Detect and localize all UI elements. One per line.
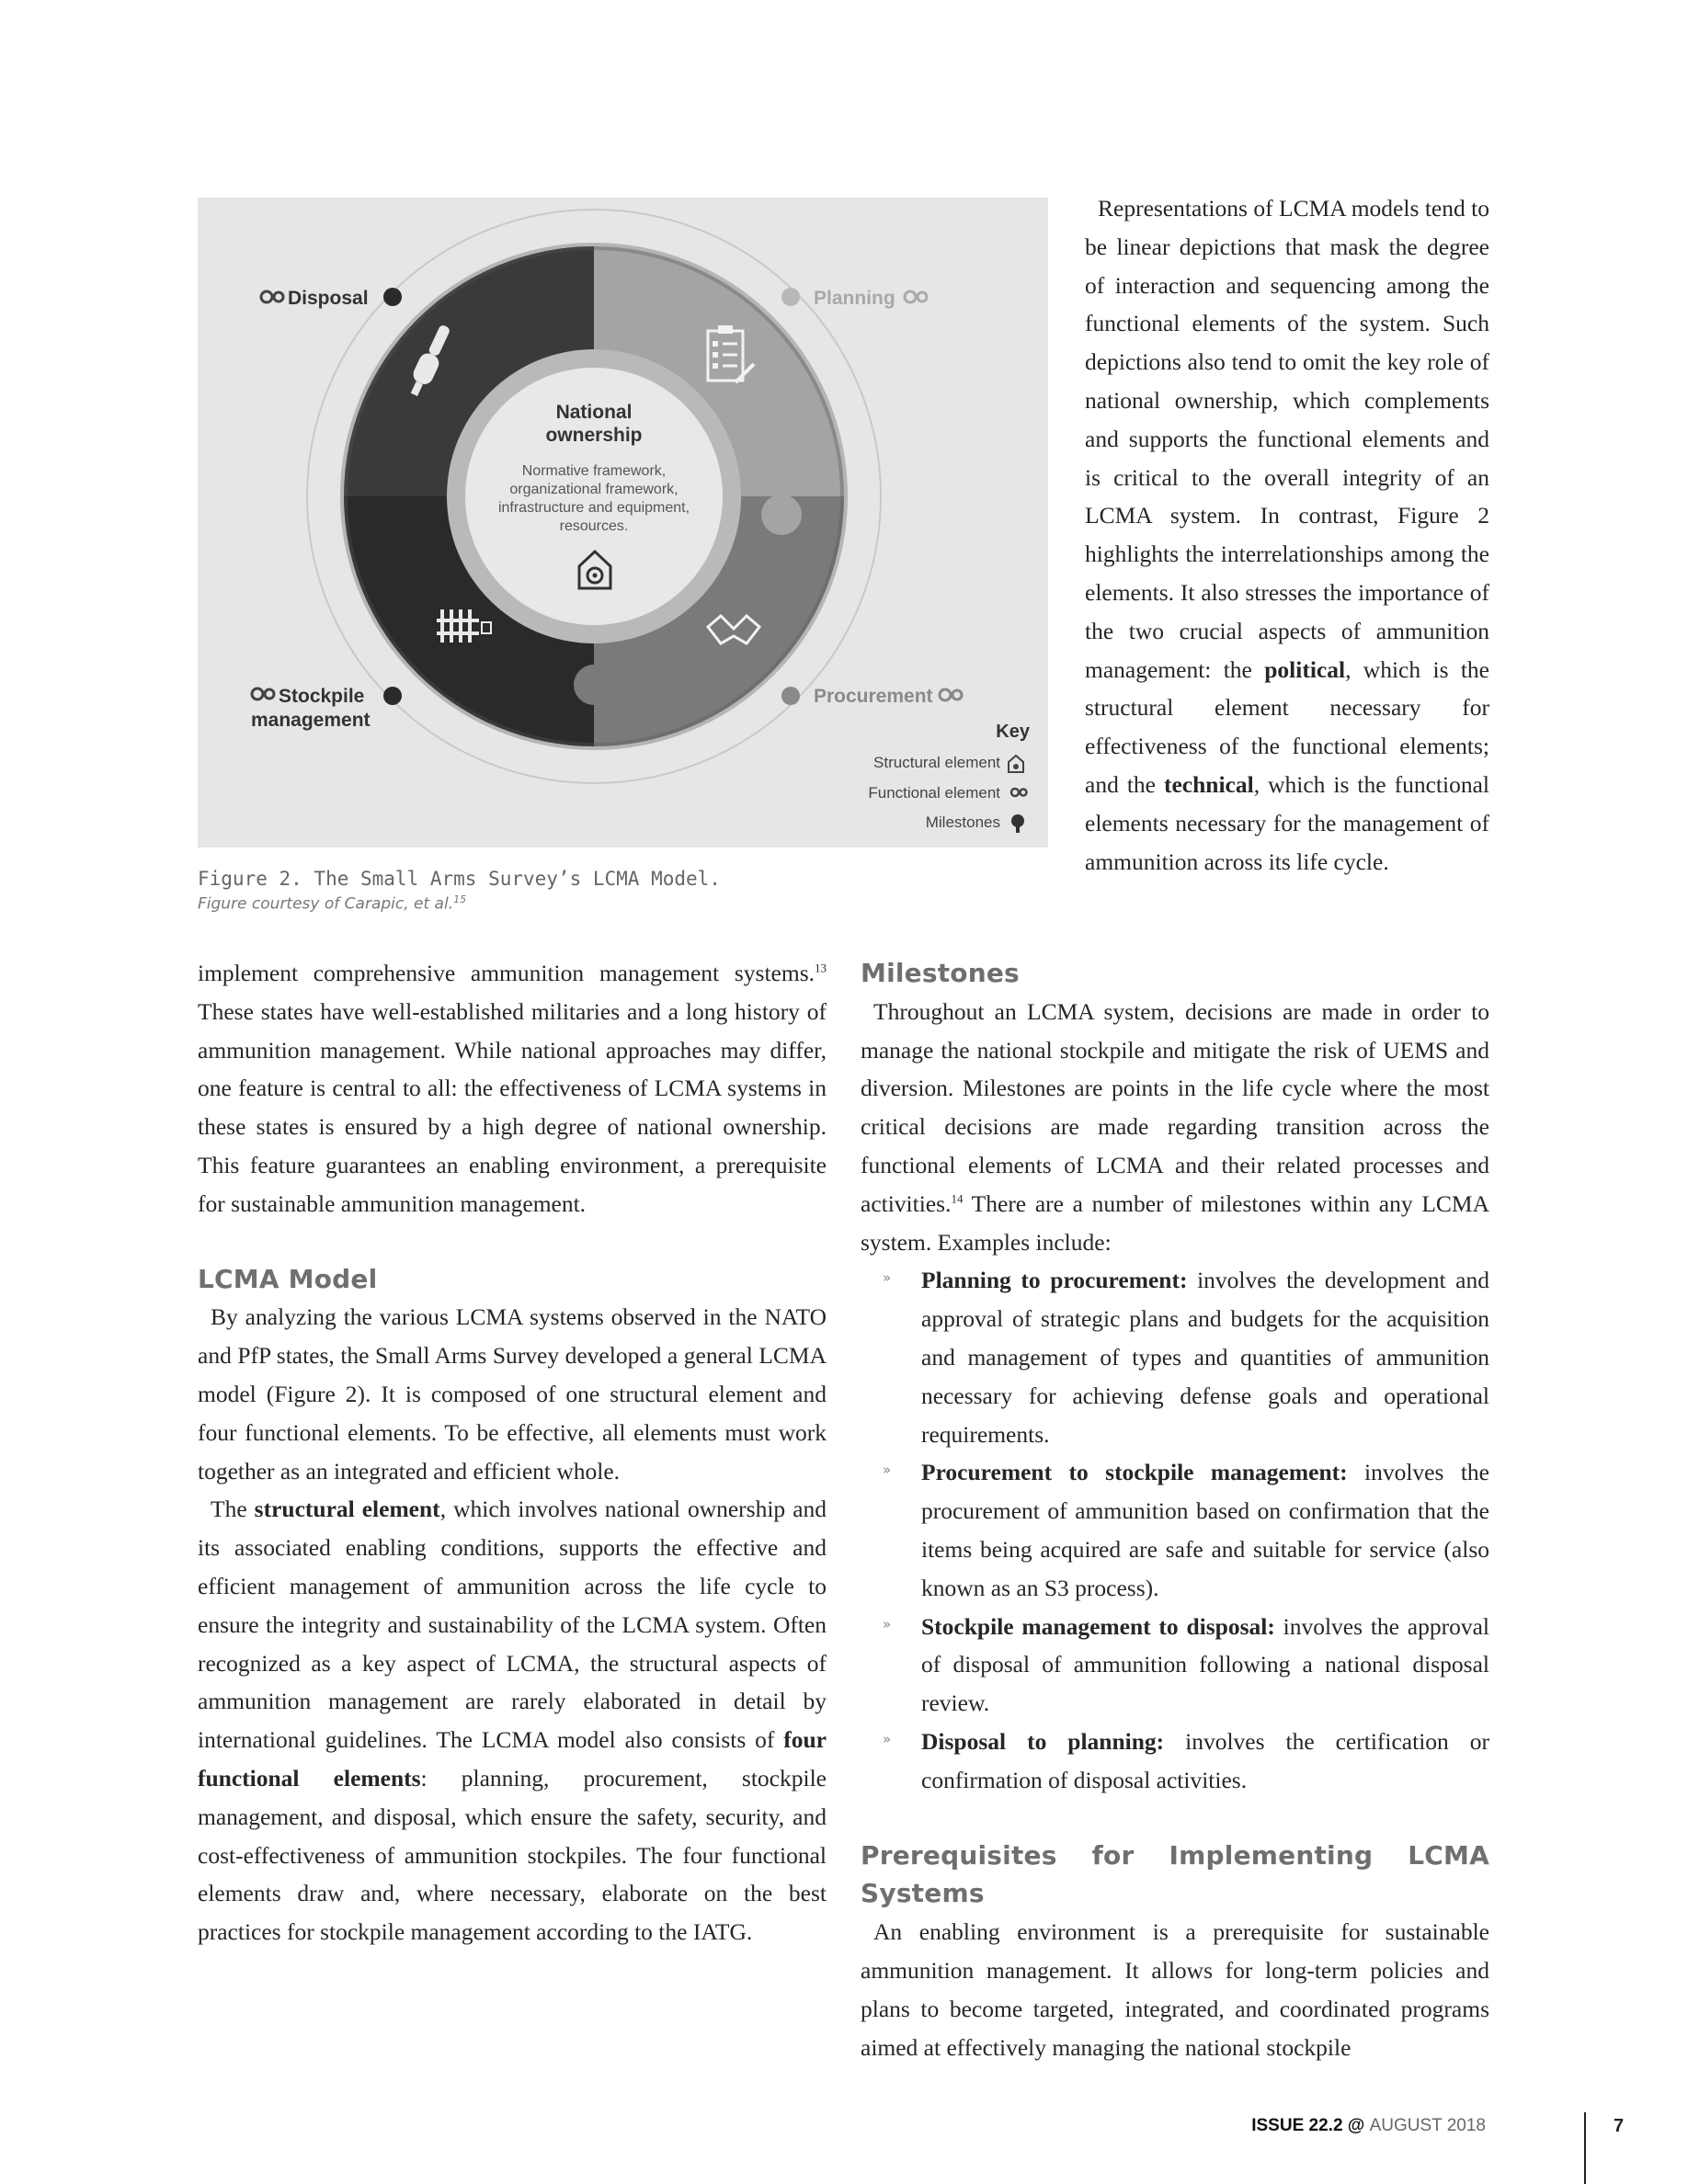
continued-paragraph: implement comprehensive ammunition management systems.$^{13}$ These states have well-established militaries and a long history of ammunition management. While national approaches may differ, one feature is central to all: the effectiveness of LCMA systems in these states is ensured by a high degree of national ownership. This feature guarantees an enabling environment, a prerequisite for sustainable ammunition management. [198, 960, 827, 1217]
issue-number: ISSUE 22.2 [1251, 2116, 1343, 2135]
lcma-model-figure [198, 198, 1048, 847]
figure-caption-block [198, 868, 721, 914]
intro-paragraph: Representations of LCMA models tend to be linear depictions that mask the degree of interaction and sequencing among the functional elements of the system. Such depictions also tend to omit the key role of national ownership, which complements and supports the functional elements and is critical to the overall integrity of an LCMA system. In contrast, Figure 2 highlights the interrelationships among the elements. It also stresses the importance of the two crucial aspects of ammunition management: the political, which is the structural element necessary for effectiveness of the functional elements; and the technical, which is the functional elements necessary for the management of ammunition across its life cycle. [1085, 195, 1490, 875]
milestones-heading: Milestones [861, 958, 1020, 988]
gears-icon [1011, 789, 1027, 796]
left-column [198, 954, 827, 1951]
key-functional: Functional element [868, 784, 1000, 802]
center-desc-2: organizational framework, [509, 482, 679, 497]
bold-political: political [1264, 655, 1346, 683]
disposal-node [383, 288, 402, 306]
planning-label: Planning [814, 288, 895, 309]
gears-icon [261, 291, 283, 302]
center-desc-3: infrastructure and equipment, [497, 500, 690, 516]
lcma-model-heading: LCMA Model [198, 1263, 378, 1294]
key-title: Key [996, 722, 1030, 742]
stockpile-node [383, 687, 402, 705]
prerequisites-heading: Prerequisites for Implementing LCMA Systems [861, 1839, 1489, 1909]
puzzle-knob [761, 495, 802, 535]
figure-caption: Figure 2. The Small Arms Survey’s LCMA Model. [198, 868, 721, 890]
procurement-label: Procurement [814, 686, 933, 707]
key-structural: Structural element [873, 754, 1000, 771]
puzzle-knob [378, 453, 418, 494]
stockpile-label-2: management [251, 710, 371, 731]
procurement-node [781, 687, 800, 705]
page-number: 7 [1614, 2116, 1625, 2136]
key-milestones: Milestones [925, 813, 1000, 831]
milestones-list [861, 1261, 1489, 1799]
list-item: » Disposal to planning: involves the certification or confirmation of disposal activities. [883, 1727, 1489, 1793]
disposal-label: Disposal [288, 288, 369, 309]
gears-icon [252, 688, 274, 700]
list-item: » Procurement to stockpile management: involves the procurement of ammunition based on confirmation that the items being acquired are safe and suitable for service (also known as an S3 process). [883, 1459, 1489, 1601]
bold-technical: technical [1163, 770, 1254, 798]
footer-divider [1584, 2112, 1586, 2184]
right-column [861, 954, 1489, 2066]
center-desc-4: resources. [559, 518, 629, 534]
center-title-1: National [555, 402, 633, 423]
gears-icon [940, 689, 962, 700]
structural-element-paragraph: The structural element, which involves national ownership and its associated enabling conditions, supports the effective and efficient management of ammunition across the life cycle to ensure the integrity and sustainability of the LCMA system. Often recognized as a key aspect of LCMA, the structural aspects of ammunition management are rarely elaborated in detail by international guidelines. The LCMA model also consists of four functional elements: planning, procurement, stockpile management, and disposal, which ensure the safety, security, and cost-effectiveness of ammunition stockpiles. The four functional elements draw and, where necessary, elaborate on the best practices for stockpile management according to the IATG. [198, 1496, 827, 1946]
issue-date: AUGUST 2018 [1369, 2116, 1486, 2135]
milestone-icon [1011, 814, 1024, 833]
at-symbol: @ [1347, 2116, 1365, 2135]
lcma-diagram [198, 198, 1048, 847]
planning-node [781, 288, 800, 306]
puzzle-knob [574, 665, 614, 705]
milestones-paragraph: Throughout an LCMA system, decisions are made in order to manage the national stockpile and mitigate the risk of UEMS and diversion. Milestones are points in the life cycle where the most critical decisions are made regarding transition across the functional elements of LCMA and their related processes and activities.$^{14}$ There are a number of milestones within any LCMA system. Examples include: [861, 997, 1489, 1256]
list-item: » Planning to procurement: involves the development and approval of strategic plans and budgets for the acquisition and management of types and quantities of ammunition necessary for achieving defense goals and operational requirements. [883, 1267, 1489, 1448]
list-item: » Stockpile management to disposal: involves the approval of disposal of ammunition following a national disposal review. [883, 1612, 1489, 1717]
issue-footer [1251, 2116, 1486, 2136]
center-desc-1: Normative framework, [521, 463, 667, 479]
figure-credit: Figure courtesy of Carapic, et al.$^{15}$ [198, 893, 467, 914]
house-target-icon [1009, 756, 1023, 772]
prerequisites-paragraph: An enabling environment is a prerequisite for sustainable ammunition management. It allows for long-term policies and plans to become targeted, integrated, and coordinated programs aimed at effectively managing the national stockpile [861, 1918, 1489, 2061]
stockpile-label-1: Stockpile [279, 686, 365, 707]
center-title-2: ownership [545, 425, 643, 446]
lcma-model-paragraph: By analyzing the various LCMA systems observed in the NATO and PfP states, the Small Arms Survey developed a general LCMA model (Figure 2). It is composed of one structural element and four functional elements. To be effective, all elements must work together as an integrated and efficient whole. [198, 1303, 827, 1484]
gears-icon [905, 291, 927, 302]
